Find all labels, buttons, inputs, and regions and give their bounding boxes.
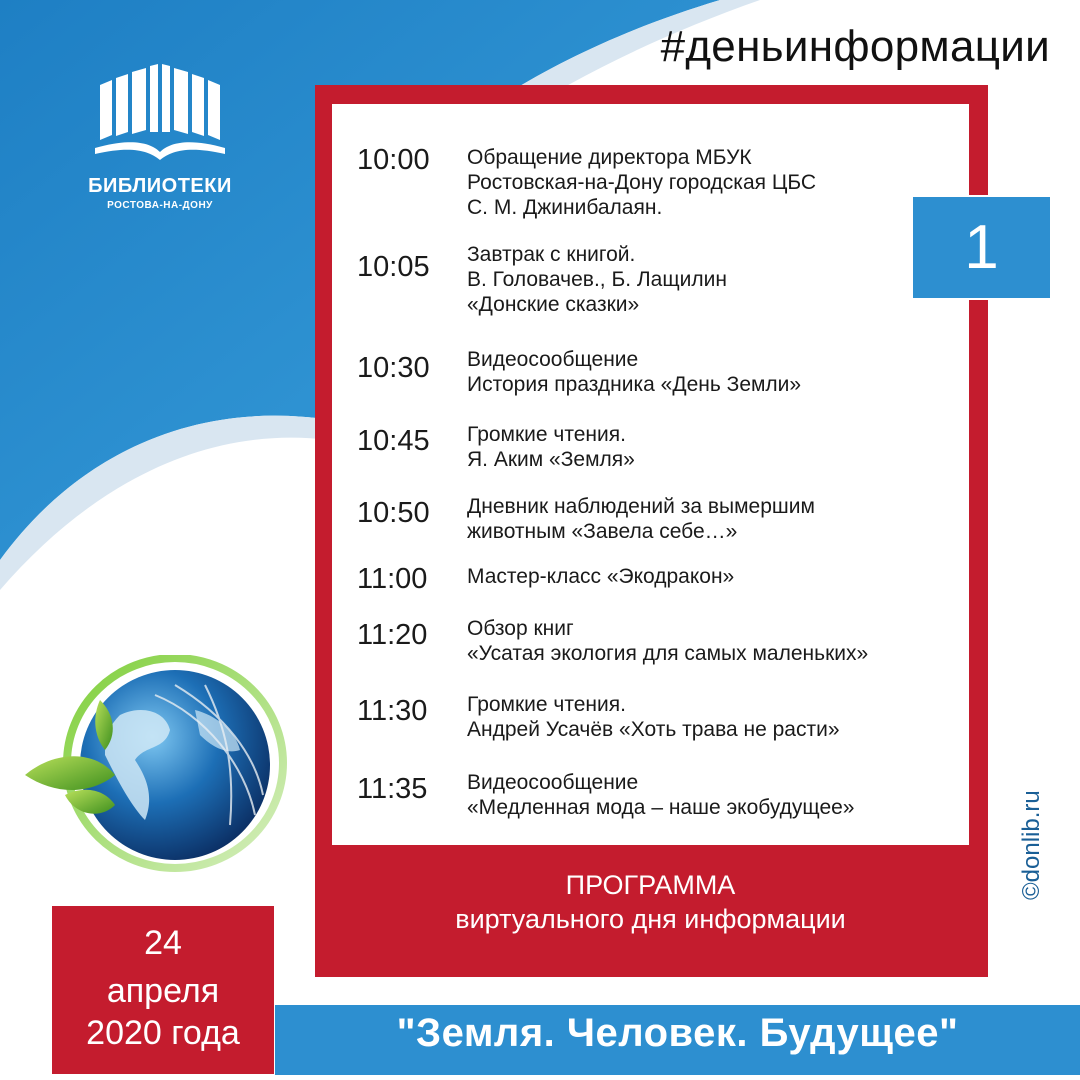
- schedule-time: 11:00: [357, 563, 428, 595]
- schedule-item: [357, 420, 957, 492]
- copyright-text: ©donlib.ru: [1018, 790, 1045, 900]
- hashtag: #деньинформации: [660, 22, 1050, 71]
- date-box: [52, 906, 274, 1074]
- logo-subtitle: РОСТОВА-НА-ДОНУ: [107, 200, 213, 211]
- schedule-time: 10:00: [357, 144, 430, 176]
- schedule-item: [357, 240, 957, 345]
- schedule-time: 10:30: [357, 352, 430, 384]
- date-day: 24: [144, 924, 182, 962]
- schedule-item: [357, 690, 957, 768]
- schedule-text: Громкие чтения. Андрей Усачёв «Хоть трава не расти»: [467, 693, 840, 741]
- schedule-text: Видеосообщение История праздника «День Земли»: [467, 348, 802, 396]
- slogan: "Земля. Человек. Будущее": [396, 1011, 959, 1055]
- logo-name: БИБЛИОТЕКИ: [88, 175, 232, 197]
- schedule-item: [357, 614, 957, 690]
- program-title: ПРОГРАММА: [565, 870, 736, 900]
- schedule-text: Дневник наблюдений за вымершим животным «Завела себе…»: [467, 495, 815, 543]
- schedule-time: 11:35: [357, 773, 428, 805]
- schedule-time: 10:05: [357, 251, 430, 283]
- schedule-text: Обзор книг «Усатая экология для самых маленьких»: [467, 617, 869, 665]
- schedule-item: [357, 768, 957, 828]
- schedule-text: Мастер-класс «Экодракон»: [467, 565, 735, 588]
- schedule-item: [357, 345, 957, 420]
- page-number: 1: [911, 195, 1052, 300]
- schedule-item: [357, 143, 957, 240]
- schedule-text: Завтрак с книгой. В. Головачев., Б. Лащилин «Донские сказки»: [467, 243, 727, 316]
- date-month: апреля: [106, 972, 220, 1010]
- globe-with-leaves-icon: [5, 655, 290, 885]
- schedule-time: 11:30: [357, 695, 428, 727]
- schedule-time: 10:50: [357, 497, 430, 529]
- schedule-list: [357, 143, 957, 828]
- schedule-time: 10:45: [357, 425, 430, 457]
- schedule-item: [357, 562, 957, 614]
- schedule-time: 11:20: [357, 619, 428, 651]
- schedule-text: Видеосообщение «Медленная мода – наше экобудущее»: [467, 771, 855, 819]
- date-year: 2020 года: [86, 1014, 240, 1052]
- schedule-item: [357, 492, 957, 562]
- schedule-text: Обращение директора МБУК Ростовская-на-Дону городская ЦБС С. М. Джинибалаян.: [467, 146, 817, 219]
- program-subtitle: виртуального дня информации: [455, 904, 846, 934]
- schedule-text: Громкие чтения. Я. Аким «Земля»: [467, 423, 635, 471]
